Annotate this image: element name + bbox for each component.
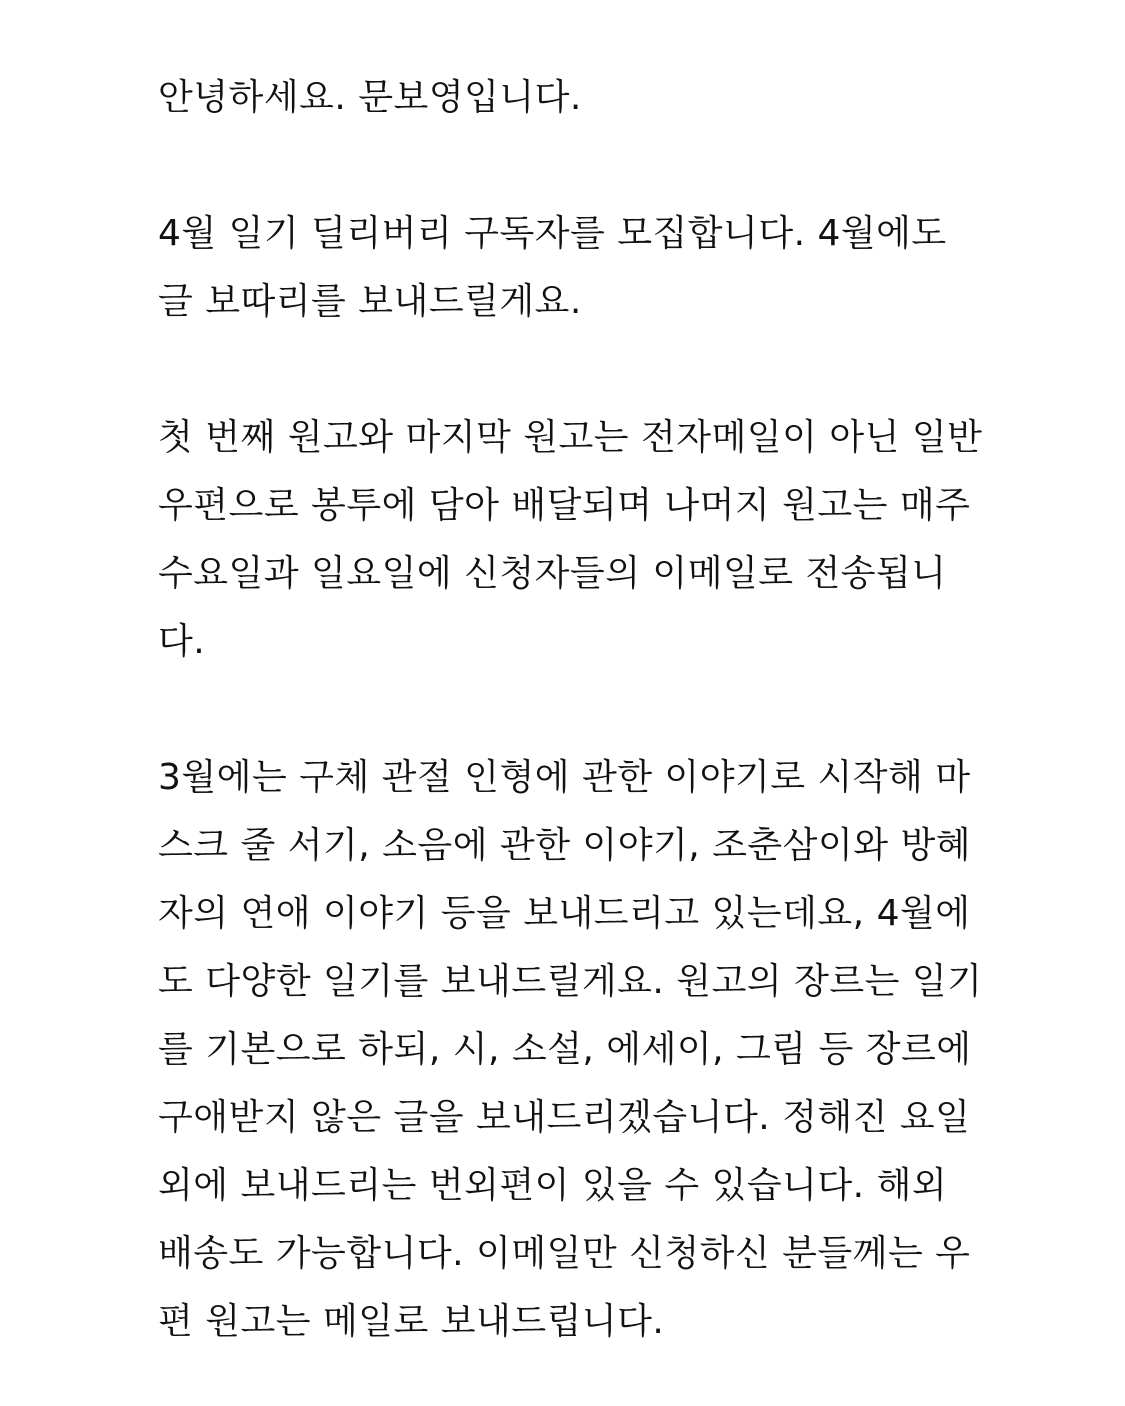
paragraph-recruitment xyxy=(158,200,988,336)
text-line: 우편으로 봉투에 담아 배달되며 나머지 원고는 매주 xyxy=(158,485,971,526)
text-line: 다. xyxy=(158,621,206,662)
text-line: 3월에는 구체 관절 인형에 관한 이야기로 시작해 마 xyxy=(158,757,971,798)
text-line: 도 다양한 일기를 보내드릴게요. 원고의 장르는 일기 xyxy=(158,961,983,1002)
text-line: 외에 보내드리는 번외편이 있을 수 있습니다. 해외 xyxy=(158,1165,948,1206)
paragraph-gap xyxy=(158,132,988,200)
text-line: 첫 번째 원고와 마지막 원고는 전자메일이 아닌 일반 xyxy=(158,417,983,458)
text-line: 구애받지 않은 글을 보내드리겠습니다. 정해진 요일 xyxy=(158,1097,971,1138)
text-line: 를 기본으로 하되, 시, 소설, 에세이, 그림 등 장르에 xyxy=(158,1029,972,1070)
text-line: 편 원고는 메일로 보내드립니다. xyxy=(158,1301,665,1342)
text-line: 배송도 가능합니다. 이메일만 신청하신 분들께는 우 xyxy=(158,1233,971,1274)
text-line: 안녕하세요. 문보영입니다. xyxy=(158,77,582,118)
paragraph-greeting xyxy=(158,64,988,132)
text-line: 스크 줄 서기, 소음에 관한 이야기, 조춘삼이와 방혜 xyxy=(158,825,972,866)
paragraph-gap xyxy=(158,336,988,404)
document-body xyxy=(158,64,988,1356)
text-line: 수요일과 일요일에 신청자들의 이메일로 전송됩니 xyxy=(158,553,947,594)
paragraph-delivery xyxy=(158,404,988,676)
text-line: 자의 연애 이야기 등을 보내드리고 있는데요, 4월에 xyxy=(158,893,971,934)
paragraph-content xyxy=(158,744,988,1356)
text-line: 글 보따리를 보내드릴게요. xyxy=(158,281,582,322)
paragraph-gap xyxy=(158,676,988,744)
text-line: 4월 일기 딜리버리 구독자를 모집합니다. 4월에도 xyxy=(158,213,947,254)
